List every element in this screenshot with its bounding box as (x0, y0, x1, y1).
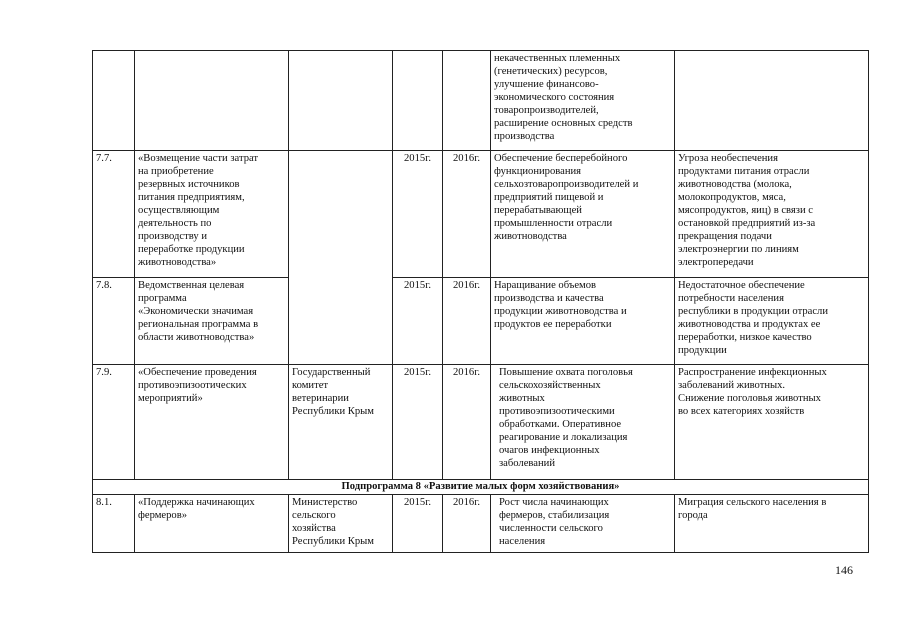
end-year-cell: 2016г. (443, 495, 491, 553)
consequence-cell: Миграция сельского населения в города (675, 495, 869, 553)
measure-name-cell: «Возмещение части затрат на приобретение резервных источников питания предприятиям, осуществляющим деятельность по производству и переработке продукции животноводства» (135, 151, 289, 278)
expected-result-cell: Наращивание объемов производства и качества продукции животноводства и продуктов ее переработки (491, 278, 675, 365)
page-number: 146 (835, 563, 853, 577)
measure-name-cell: «Поддержка начинающих фермеров» (135, 495, 289, 553)
start-year-cell: 2015г. (393, 495, 443, 553)
measure-name-cell: «Обеспечение проведения противоэпизоотических мероприятий» (135, 365, 289, 480)
end-year-cell (443, 51, 491, 151)
end-year-cell: 2016г. (443, 365, 491, 480)
end-year-cell: 2016г. (443, 278, 491, 365)
start-year-cell: 2015г. (393, 151, 443, 278)
item-number-cell: 7.7. (93, 151, 135, 278)
start-year-cell: 2015г. (393, 278, 443, 365)
item-number-cell: 7.8. (93, 278, 135, 365)
consequence-cell: Распространение инфекционных заболеваний животных. Снижение поголовья животных во всех категориях хозяйств (675, 365, 869, 480)
executor-cell: Министерство сельского хозяйства Республики Крым (289, 495, 393, 553)
table-row-8-1 (93, 495, 869, 553)
table-row-7-8 (93, 278, 869, 365)
consequence-cell (675, 51, 869, 151)
measure-name-cell (135, 51, 289, 151)
table-row-continuation (93, 51, 869, 151)
subprogram-8-title: Подпрограмма 8 «Развитие малых форм хозяйствования» (93, 480, 869, 495)
consequence-cell: Угроза необеспечения продуктами питания отрасли животноводства (молока, молокопродуктов, мяса, мясопродуктов, яиц) в связи с остановкой предприятий из-за прекращения подачи электроэнергии по линиям электропередачи (675, 151, 869, 278)
table-row-7-9 (93, 365, 869, 480)
expected-result-cell: Повышение охвата поголовья сельскохозяйственных животных противоэпизоотическими обработками. Оперативное реагирование и локализация очагов инфекционных заболеваний (491, 365, 675, 480)
measures-table (92, 50, 869, 553)
expected-result-cell: некачественных племенных (генетических) ресурсов, улучшение финансово- экономического состояния товаропроизводителей, расширение основных средств производства (491, 51, 675, 151)
item-number-cell: 7.9. (93, 365, 135, 480)
table-row-7-7 (93, 151, 869, 278)
expected-result-cell: Рост числа начинающих фермеров, стабилизация численности сельского населения (491, 495, 675, 553)
end-year-cell: 2016г. (443, 151, 491, 278)
expected-result-cell: Обеспечение бесперебойного функционирования сельхозтоваропроизводителей и предприятий пищевой и перерабатывающей промышленности отрасли животноводства (491, 151, 675, 278)
subprogram-header-row (93, 480, 869, 495)
item-number-cell (93, 51, 135, 151)
start-year-cell (393, 51, 443, 151)
consequence-cell: Недостаточное обеспечение потребности населения республики в продукции отрасли животноводства и продуктах ее переработки, низкое качество продукции (675, 278, 869, 365)
executor-cell: Государственный комитет ветеринарии Республики Крым (289, 365, 393, 480)
item-number-cell: 8.1. (93, 495, 135, 553)
executor-cell (289, 151, 393, 365)
start-year-cell: 2015г. (393, 365, 443, 480)
measure-name-cell: Ведомственная целевая программа «Экономически значимая региональная программа в области животноводства» (135, 278, 289, 365)
executor-cell (289, 51, 393, 151)
